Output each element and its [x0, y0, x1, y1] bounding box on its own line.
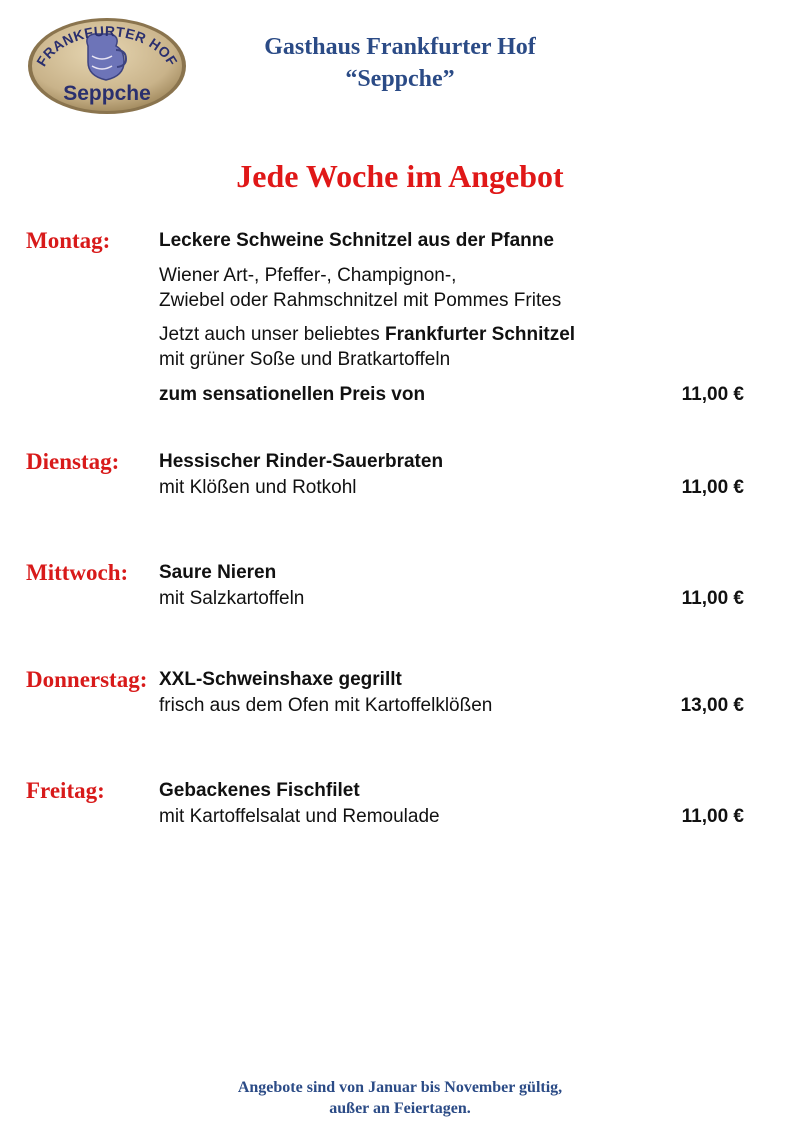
footer-note-2: außer an Feiertagen. — [329, 1100, 471, 1117]
offer-label-montag: zum sensationellen Preis von — [159, 384, 426, 405]
dish-desc-freitag: mit Kartoffelsalat und Remoulade — [159, 806, 440, 827]
restaurant-nickname: “Seppche” — [345, 66, 455, 92]
dish-title-dienstag: Hessischer Rinder-Sauerbraten — [159, 451, 444, 472]
day-label-montag: Montag: — [26, 228, 111, 253]
price-donnerstag: 13,00 € — [680, 695, 744, 716]
restaurant-name: Gasthaus Frankfurter Hof — [264, 34, 536, 60]
dish-desc-dienstag: mit Klößen und Rotkohl — [159, 477, 357, 498]
dish-desc-montag-3 — [159, 322, 575, 348]
restaurant-logo — [26, 16, 188, 116]
dish-desc-montag-1: Wiener Art-, Pfeffer-, Champignon-, — [159, 265, 457, 286]
day-label-donnerstag: Donnerstag: — [26, 667, 148, 692]
price-mittwoch: 11,00 € — [681, 588, 744, 609]
dish-desc-donnerstag: frisch aus dem Ofen mit Kartoffelklößen — [159, 695, 493, 716]
dish-desc-montag-3-text: Jetzt auch unser beliebtes — [159, 324, 386, 345]
footer-note-1: Angebote sind von Januar bis November gültig, — [237, 1079, 563, 1096]
price-montag: 11,00 € — [681, 384, 744, 405]
logo-name: Seppche — [63, 82, 151, 105]
price-dienstag: 11,00 € — [681, 477, 744, 498]
day-label-freitag: Freitag: — [26, 778, 105, 803]
price-freitag: 11,00 € — [681, 806, 744, 827]
dish-desc-mittwoch: mit Salzkartoffeln — [159, 588, 305, 609]
dish-title-mittwoch: Saure Nieren — [159, 562, 277, 583]
day-label-dienstag: Dienstag: — [26, 449, 120, 474]
logo-arc-text: FRANKFURTER HOF — [33, 22, 181, 69]
dish-desc-montag-4: mit grüner Soße und Bratkartoffeln — [159, 349, 451, 370]
day-label-mittwoch: Mittwoch: — [26, 560, 129, 585]
dish-title-donnerstag: XXL-Schweinshaxe gegrillt — [159, 669, 402, 690]
dish-title-freitag: Gebackenes Fischfilet — [159, 780, 360, 801]
dish-desc-montag-2: Zwiebel oder Rahmschnitzel mit Pommes Frites — [159, 290, 562, 311]
dish-highlight-frankfurter: Frankfurter Schnitzel — [385, 324, 576, 345]
page-title: Jede Woche im Angebot — [236, 158, 564, 194]
dish-title-montag: Leckere Schweine Schnitzel aus der Pfanne — [159, 230, 554, 251]
logo-emblem — [26, 16, 188, 116]
